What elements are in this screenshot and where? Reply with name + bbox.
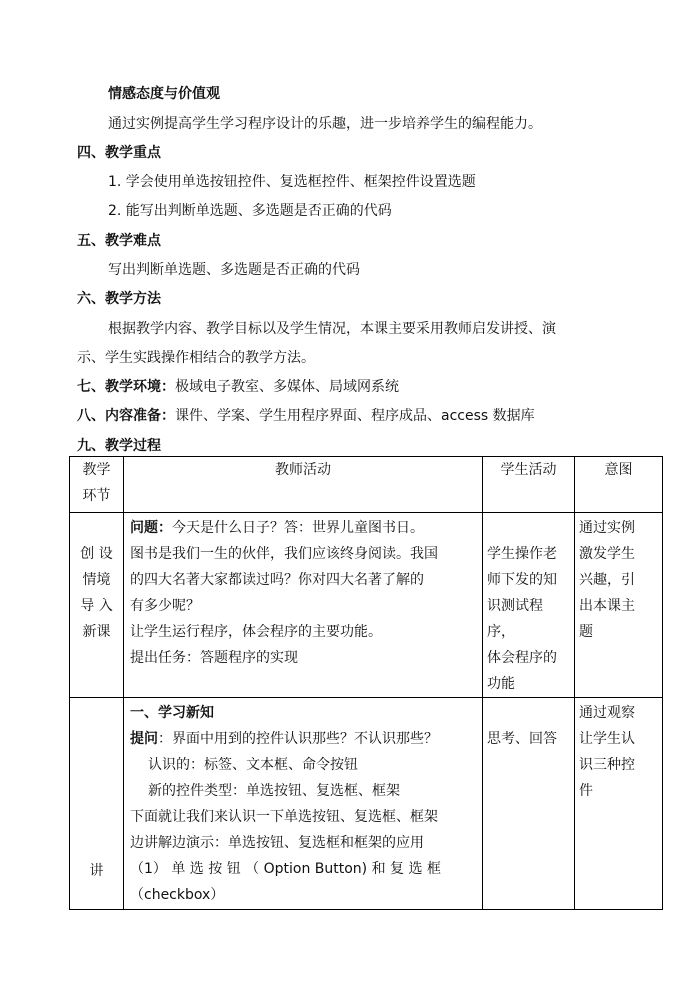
teaching-process-table — [69, 456, 663, 910]
header-teacher-label: 教师活动 — [275, 462, 331, 478]
section-heading-affective: 情感态度与价值观 — [108, 86, 220, 102]
row1-stage — [70, 513, 124, 698]
row1-intent-line: 出本课主 — [579, 598, 635, 614]
ask-text: ：界面中用到的控件认识那些？不认识那些？ — [158, 731, 438, 747]
header-stage-line2: 环节 — [82, 488, 111, 504]
row2-intent-line: 识三种控 — [579, 757, 635, 773]
header-stage — [70, 457, 124, 513]
key-point-2: 2. 能写出判断单选题、多选题是否正确的代码 — [108, 203, 392, 219]
table-header-row — [70, 457, 663, 513]
row2-student-line: 思考、回答 — [487, 731, 557, 747]
question-text: 今天是什么日子？答：世界儿童图书日。 — [172, 520, 424, 536]
table-row — [70, 513, 663, 698]
row1-teacher-line — [130, 515, 476, 541]
row1-student-line: 识测试程序， — [487, 598, 543, 640]
row1-stage-line: 情境 — [82, 572, 111, 588]
row1-stage-line: 新课 — [82, 624, 111, 640]
row2-teacher-question — [130, 726, 476, 752]
row1-intent — [575, 513, 663, 698]
header-teacher — [124, 457, 483, 513]
row1-teacher — [124, 513, 483, 698]
methods-text-1: 根据教学内容、教学目标以及学生情况，本课主要采用教师启发讲授、演 — [108, 321, 556, 337]
section-heading-preparation: 八、内容准备： — [77, 408, 175, 424]
section-heading-environment: 七、教学环境： — [77, 379, 175, 395]
row2-intent — [575, 698, 663, 910]
row1-stage-line: 导 入 — [80, 598, 113, 614]
row2-teacher-line: （1） 单 选 按 钮 （ Option Button) 和 复 选 框 — [130, 861, 441, 877]
header-student — [483, 457, 575, 513]
question-label: 问题： — [130, 520, 172, 536]
row2-teacher-line: 新的控件类型：单选按钮、复选框、框架 — [148, 783, 400, 799]
methods-text-2: 示、学生实践操作相结合的教学方法。 — [77, 350, 315, 366]
row2-teacher-line: （checkbox） — [130, 887, 225, 903]
row1-teacher-line: 图书是我们一生的伙伴，我们应该终身阅读。我国 — [130, 546, 438, 562]
section-heading-difficulties: 五、教学难点 — [77, 233, 161, 249]
preparation-line — [77, 406, 535, 426]
row1-intent-line: 激发学生 — [579, 546, 635, 562]
header-intent-label: 意图 — [604, 462, 633, 478]
row1-student-line: 师下发的知 — [487, 572, 557, 588]
row1-intent-line: 通过实例 — [579, 520, 635, 536]
row2-teacher-heading: 一、学习新知 — [130, 705, 214, 721]
row1-student-line: 体会程序的 — [487, 650, 557, 666]
key-point-1: 1. 学会使用单选按钮控件、复选框控件、框架控件设置选题 — [108, 174, 476, 190]
table-row — [70, 698, 663, 910]
row2-teacher-line: 边讲解边演示：单选按钮、复选框和框架的应用 — [130, 835, 424, 851]
preparation-text: 课件、学案、学生用程序界面、程序成品、access 数据库 — [175, 408, 535, 424]
row2-teacher-line: 下面就让我们来认识一下单选按钮、复选框、框架 — [130, 809, 438, 825]
header-student-label: 学生活动 — [500, 462, 557, 478]
row1-intent-line: 兴趣，引 — [579, 572, 635, 588]
affective-text: 通过实例提高学生学习程序设计的乐趣，进一步培养学生的编程能力。 — [108, 116, 542, 132]
row2-student — [483, 698, 575, 910]
row2-stage-line: 讲 — [89, 863, 104, 879]
section-heading-methods: 六、教学方法 — [77, 291, 161, 307]
row1-student-line: 学生操作老 — [487, 546, 557, 562]
section-heading-process: 九、教学过程 — [77, 438, 161, 454]
environment-text: 极域电子教室、多媒体、局域网系统 — [175, 379, 399, 395]
row2-intent-line: 通过观察 — [579, 705, 635, 721]
section-heading-key-points: 四、教学重点 — [77, 145, 161, 161]
row2-intent-line: 件 — [579, 783, 593, 799]
row2-stage — [70, 698, 124, 910]
row2-intent-line: 让学生认 — [579, 731, 635, 747]
header-intent — [575, 457, 663, 513]
row1-student-line: 功能 — [487, 676, 515, 692]
row1-stage-line: 创 设 — [80, 546, 113, 562]
row2-teacher-line: 认识的：标签、文本框、命令按钮 — [148, 757, 358, 773]
row1-teacher-line: 提出任务：答题程序的实现 — [130, 650, 298, 666]
environment-line — [77, 377, 399, 397]
row1-student — [483, 513, 575, 698]
ask-label: 提问 — [130, 731, 158, 747]
row2-teacher — [124, 698, 483, 910]
row1-intent-line: 题 — [579, 624, 593, 640]
row1-teacher-line: 让学生运行程序，体会程序的主要功能。 — [130, 624, 382, 640]
difficulty-text: 写出判断单选题、多选题是否正确的代码 — [108, 262, 360, 278]
row1-teacher-line: 有多少呢？ — [130, 598, 200, 614]
row1-teacher-line: 的四大名著大家都读过吗？你对四大名著了解的 — [130, 572, 424, 588]
header-stage-line1: 教学 — [82, 462, 111, 478]
